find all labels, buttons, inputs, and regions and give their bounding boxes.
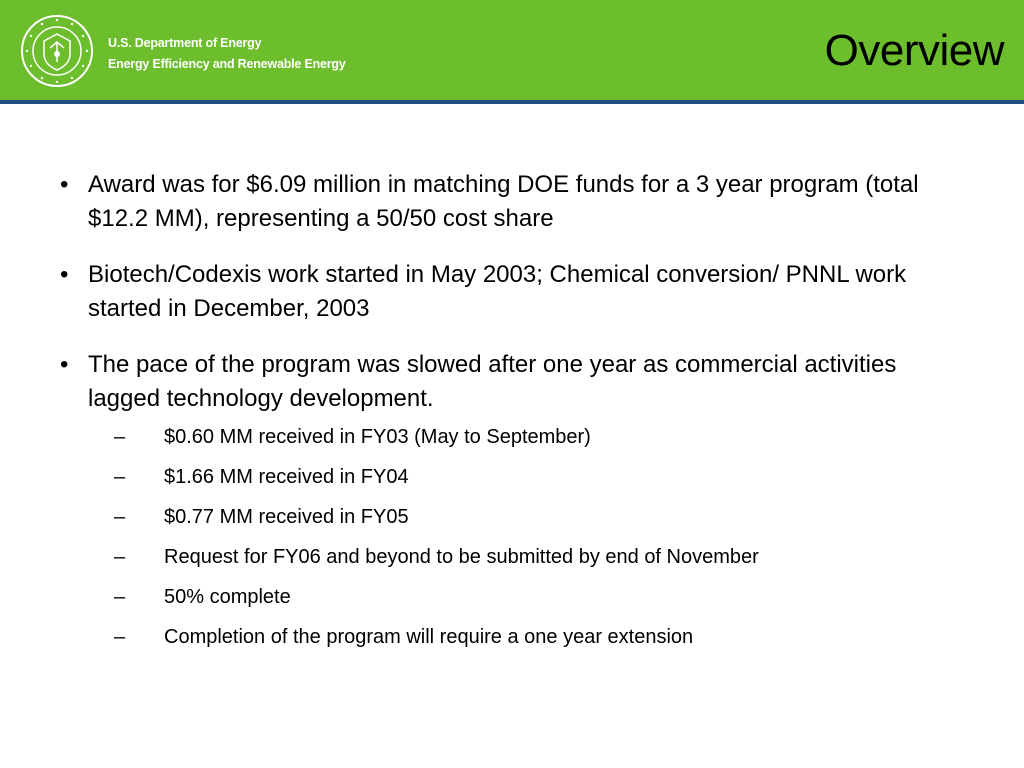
dash-marker: – xyxy=(114,506,126,528)
sub-bullet-item xyxy=(58,624,958,650)
bullet-text: Award was for $6.09 million in matching DOE funds for a 3 year program (total $12.2 MM), representing a 50/50 cost share xyxy=(88,171,919,232)
sub-bullet-text: Completion of the program will require a one year extension xyxy=(164,626,694,648)
dash-marker: – xyxy=(114,546,126,568)
bullet-item xyxy=(58,258,958,326)
sub-bullet-list xyxy=(58,424,958,650)
sub-bullet-item xyxy=(58,424,958,450)
slide-body xyxy=(58,168,958,664)
dash-marker: – xyxy=(114,466,126,488)
doe-seal-icon xyxy=(20,14,94,88)
sub-bullet-text: 50% complete xyxy=(164,586,291,608)
bullet-item xyxy=(58,348,958,416)
sub-bullet-item xyxy=(58,584,958,610)
sub-bullet-item xyxy=(58,544,958,570)
header-divider xyxy=(0,100,1024,104)
dash-marker: – xyxy=(114,586,126,608)
header-band xyxy=(0,0,1024,100)
bullet-item xyxy=(58,168,958,236)
sub-bullet-text: $1.66 MM received in FY04 xyxy=(164,466,409,488)
sub-bullet-item xyxy=(58,504,958,530)
bullet-marker: • xyxy=(60,171,69,198)
org-line-2: Energy Efficiency and Renewable Energy xyxy=(108,57,346,71)
bullet-text: Biotech/Codexis work started in May 2003; Chemical conversion/ PNNL work started in December, 2003 xyxy=(88,261,907,322)
bullet-marker: • xyxy=(60,351,69,378)
bullet-text: The pace of the program was slowed after one year as commercial activities lagged technology development. xyxy=(88,351,897,412)
sub-bullet-text: Request for FY06 and beyond to be submitted by end of November xyxy=(164,546,759,568)
sub-bullet-text: $0.77 MM received in FY05 xyxy=(164,506,409,528)
slide-title: Overview xyxy=(824,26,1004,75)
sub-bullet-text: $0.60 MM received in FY03 (May to September) xyxy=(164,426,591,448)
bullet-marker: • xyxy=(60,261,69,288)
org-line-1: U.S. Department of Energy xyxy=(108,36,262,50)
organization-name xyxy=(108,33,346,75)
dash-marker: – xyxy=(114,626,126,648)
dash-marker: – xyxy=(114,426,126,448)
sub-bullet-item xyxy=(58,464,958,490)
